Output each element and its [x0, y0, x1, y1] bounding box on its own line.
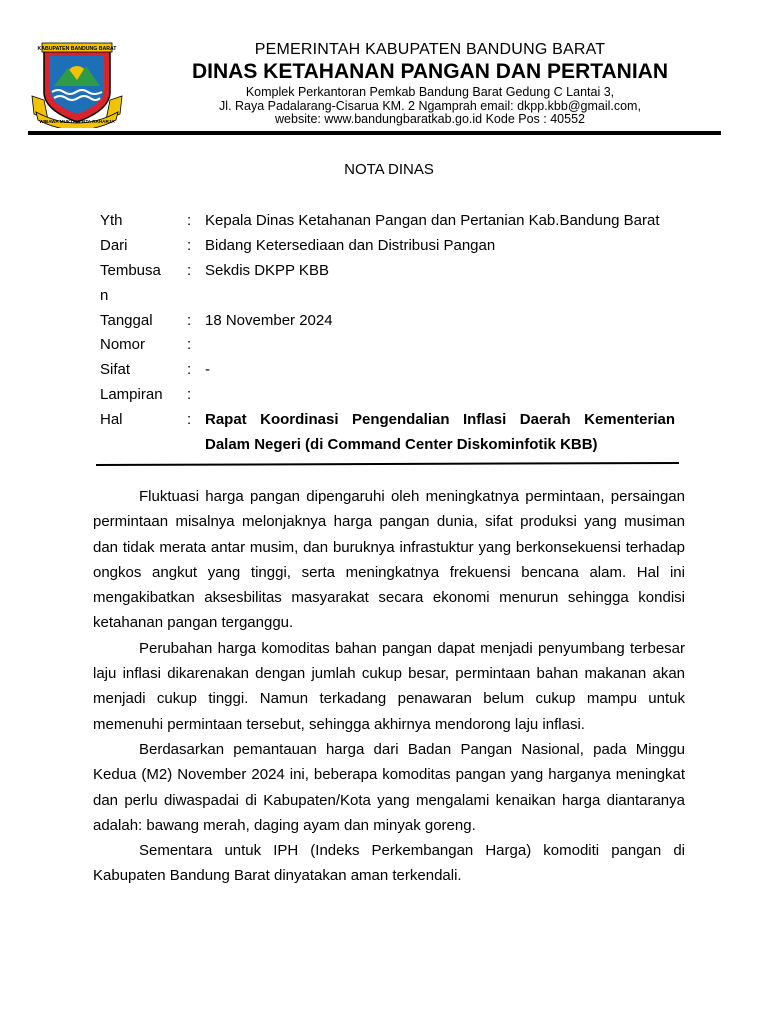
- meta-value-tembusan: Sekdis DKPP KBB: [205, 262, 329, 279]
- meta-colon: :: [187, 361, 192, 378]
- meta-label-tanggal: Tanggal: [100, 312, 153, 329]
- meta-colon: :: [187, 312, 192, 329]
- meta-value-tanggal: 18 November 2024: [205, 312, 333, 329]
- meta-label-dari: Dari: [100, 237, 128, 254]
- meta-colon: :: [187, 336, 192, 353]
- letterhead-divider: [28, 131, 721, 135]
- body-paragraph-4: Sementara untuk IPH (Indeks Perkembangan Harga) komoditi pangan di Kabupaten Bandung Barat dinyatakan aman terkendali.: [93, 842, 685, 885]
- meta-colon: :: [187, 386, 192, 403]
- memo-body: [93, 484, 685, 889]
- meta-value-hal: Rapat Koordinasi Pengendalian Inflasi Daerah Kementerian Dalam Negeri (di Command Center Diskominfotik KBB): [205, 411, 675, 453]
- logo-top-text: KABUPATEN BANDUNG BARAT: [37, 46, 117, 52]
- meta-label-yth: Yth: [100, 212, 123, 229]
- logo-motto-text: WIBAWA MUKTI KERTA RAHARJA: [39, 119, 115, 124]
- meta-colon: :: [187, 237, 192, 254]
- letterhead-website: website: www.bandungbaratkab.go.id Kode Pos : 40552: [275, 112, 585, 126]
- meta-value-yth: Kepala Dinas Ketahanan Pangan dan Pertanian Kab.Bandung Barat: [205, 212, 660, 229]
- body-paragraph-3: Berdasarkan pemantauan harga dari Badan Pangan Nasional, pada Minggu Kedua (M2) November 2024 ini, beberapa komoditas pangan yang harganya meningkat dan perlu diwaspadai di Kabupaten/Kota yang mengalami kenaikan harga diantaranya adalah: bawang merah, daging ayam dan minyak goreng.: [93, 740, 685, 834]
- meta-label-sifat: Sifat: [100, 361, 131, 378]
- meta-label-hal: Hal: [100, 411, 123, 428]
- letterhead-address-1: Komplek Perkantoran Pemkab Bandung Barat Gedung C Lantai 3,: [245, 85, 615, 99]
- meta-colon: :: [187, 262, 192, 279]
- meta-value-dari: Bidang Ketersediaan dan Distribusi Pangan: [205, 237, 496, 254]
- meta-label-lampiran: Lampiran: [100, 386, 163, 403]
- metadata-divider: [96, 462, 679, 466]
- kabupaten-emblem-logo: [28, 40, 126, 128]
- body-paragraph-2: Perubahan harga komoditas bahan pangan dapat menjadi penyumbang terbesar laju inflasi dikarenakan dengan jumlah cukup besar, permintaan bahan makanan akan menjadi cukup tinggi. Namun terkadang penawaran belum cukup mampu untuk memenuhi permintaan tersebut, sehingga akhirnya mendorong laju inflasi.: [93, 639, 685, 733]
- meta-colon: :: [187, 212, 192, 229]
- letterhead-government: PEMERINTAH KABUPATEN BANDUNG BARAT: [254, 41, 606, 58]
- meta-colon: :: [187, 411, 192, 428]
- letterhead-agency: DINAS KETAHANAN PANGAN DAN PERTANIAN: [192, 60, 668, 83]
- meta-label-tembusan-wrap: n: [100, 287, 109, 304]
- meta-value-sifat: -: [205, 361, 210, 378]
- document-title: NOTA DINAS: [344, 161, 434, 178]
- meta-label-tembusan: Tembusa: [100, 262, 161, 279]
- body-paragraph-1: Fluktuasi harga pangan dipengaruhi oleh meningkatnya permintaan, persaingan permintaan misalnya melonjaknya harga pangan dunia, sifat produksi yang musiman dan tidak merata antar musim, dan buruknya infrastuktur yang berkonsekuensi terhadap ongkos angkut yang tinggi, serta meningkatnya frekuensi bencana alam. Hal ini mengakibatkan aksesbilitas masyarakat secara ekonomi menurun sehingga kondisi ketahanan pangan terganggu.: [93, 488, 685, 632]
- letterhead-address-2: Jl. Raya Padalarang-Cisarua KM. 2 Ngamprah email: dkpp.kbb@gmail.com,: [219, 99, 641, 113]
- meta-label-nomor: Nomor: [100, 336, 146, 353]
